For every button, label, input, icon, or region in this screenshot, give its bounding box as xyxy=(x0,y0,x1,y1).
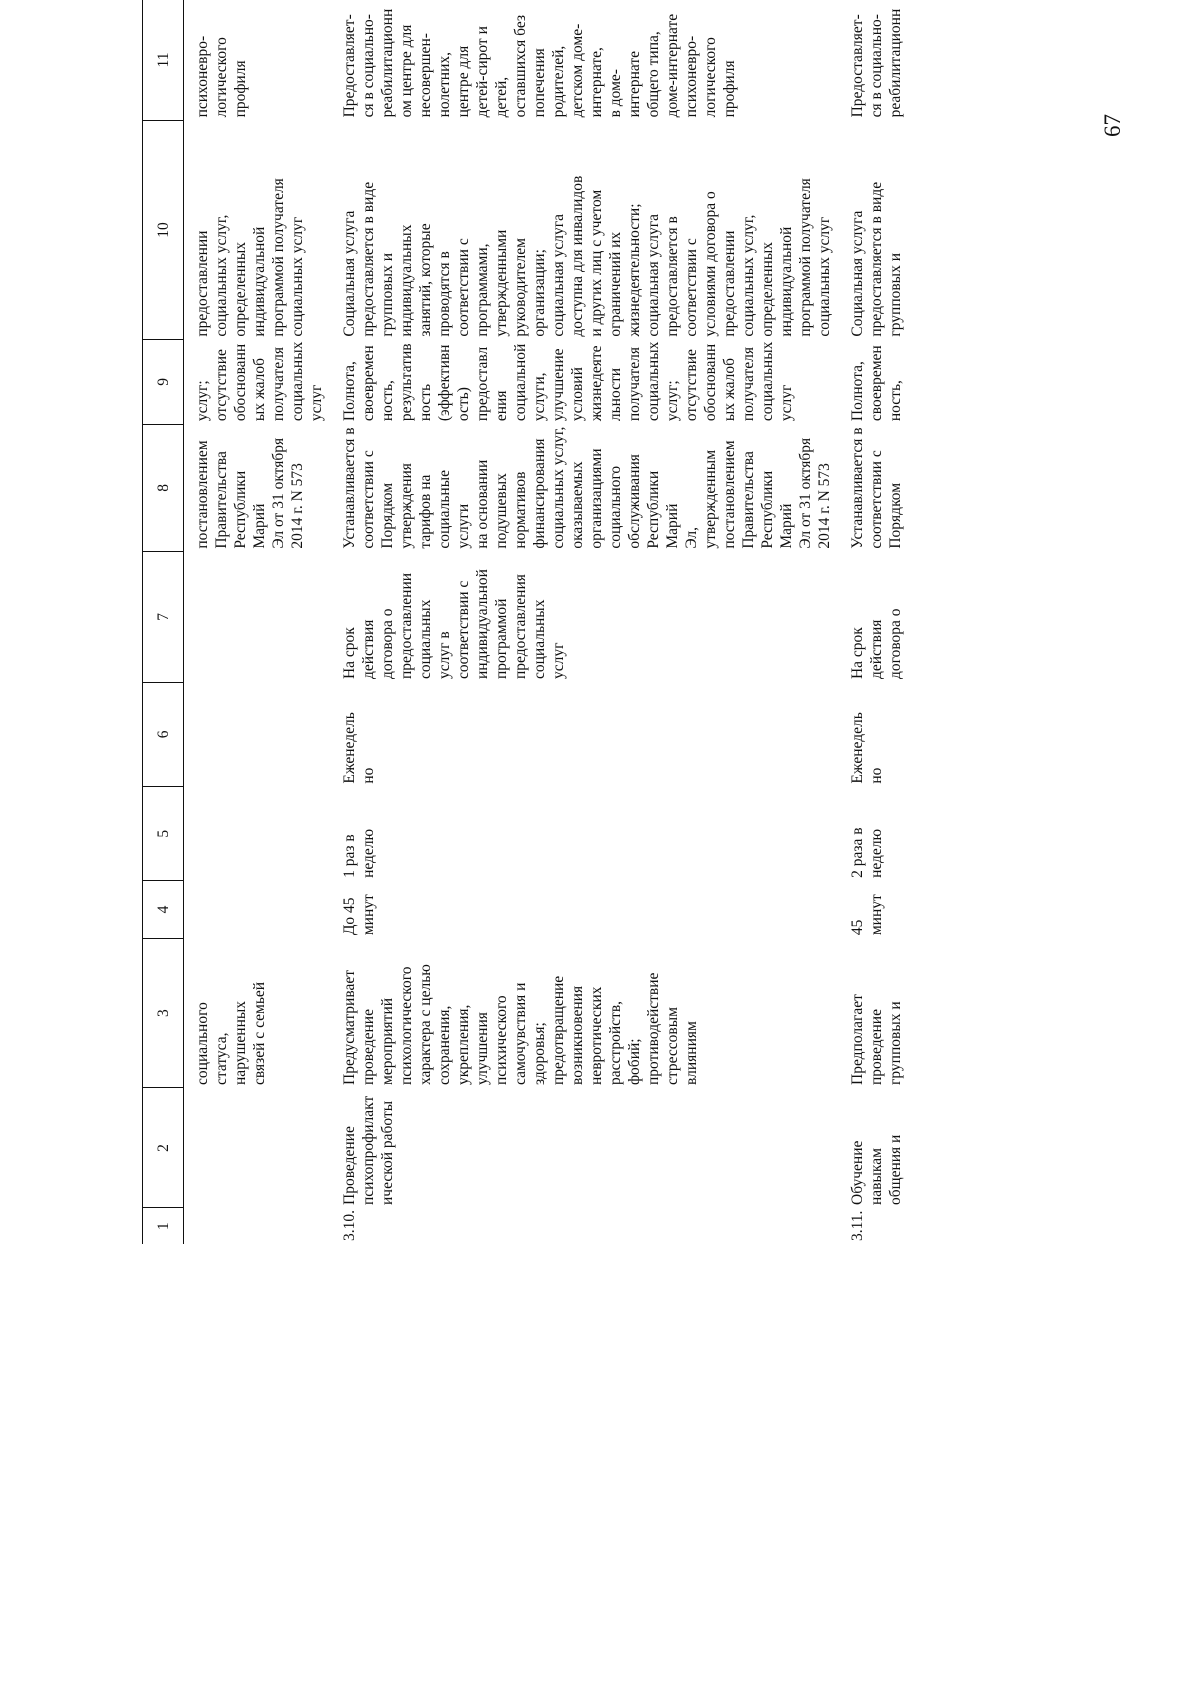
cell-service-name: Проведение психопрофилакт ической работы xyxy=(341,1095,396,1205)
cell-periodicity: Еженедель но xyxy=(341,712,377,784)
page-number: 67 xyxy=(1100,114,1125,137)
cell-number: 3.11. xyxy=(849,1210,866,1241)
header-cell-9: 9 xyxy=(143,340,184,425)
cell-number: 3.10. xyxy=(341,1210,358,1241)
cell-tariff: постановлением Правительства Республики Марий Эл от 31 октября 2014 г. N 573 xyxy=(194,437,306,549)
header-cell-11: 11 xyxy=(143,0,184,120)
header-cell-10: 10 xyxy=(143,120,184,339)
cell-term: На срок действия договора о предоставлении социальных услуг в соответствии с индивидуальной программой предоставления социальных услуг xyxy=(341,569,567,680)
header-row xyxy=(143,0,184,1244)
table-row xyxy=(332,0,840,1244)
cell-number xyxy=(184,1208,333,1244)
cell-term xyxy=(184,552,333,682)
cell-frequency: 1 раз в неделю xyxy=(341,828,377,878)
cell-periodicity: Еженедель но xyxy=(849,712,885,784)
cell-periodicity xyxy=(184,682,333,787)
cell-description: Предполагает проведение групповых и xyxy=(849,994,904,1085)
header-cell-1: 1 xyxy=(143,1208,184,1244)
header-cell-7: 7 xyxy=(143,552,184,682)
cell-tariff: Устанавливается в соответствии с Порядком утверждения тарифов на социальные услуги на основании подушевых нормативов финансирования социальных услуг, оказываемых организациями социального обслуживания Республики Марий Эл, утвержденным постановлением Правительства Республики Марий Эл от 31 октября 2014 г. N 573 xyxy=(341,426,833,549)
table-row xyxy=(184,0,333,1244)
cell-service-name xyxy=(184,1088,333,1208)
cell-provider: психоневро- логического профиля xyxy=(194,35,249,118)
header-cell-4: 4 xyxy=(143,881,184,938)
cell-duration: До 45 минут xyxy=(341,894,377,936)
cell-duration: 45 минут xyxy=(849,894,885,936)
header-cell-5: 5 xyxy=(143,787,184,881)
cell-service-name: Обучение навыкам общения и xyxy=(849,1134,904,1205)
header-cell-8: 8 xyxy=(143,424,184,552)
cell-provider: Предоставляет- ся в социально- реабилитационн xyxy=(849,8,904,118)
header-cell-2: 2 xyxy=(143,1088,184,1208)
cell-quality: услуг; отсутствие обоснованн ых жалоб получателя социальных услуг xyxy=(194,341,325,422)
cell-provider: Предоставляет- ся в социально- реабилитационн ом центре для несовершен- нолетних, центре для детей-сирот и детей, оставшихся без попечения родителей, детском доме- интернате, в доме- интернате общего типа, доме-интернате психоневро- логического профиля xyxy=(341,8,738,118)
cell-term: На срок действия договора о xyxy=(849,608,904,680)
header-cell-6: 6 xyxy=(143,682,184,787)
header-cell-3: 3 xyxy=(143,938,184,1088)
services-table xyxy=(142,0,914,1244)
cell-frequency: 2 раза в неделю xyxy=(849,827,885,878)
table-row xyxy=(840,0,914,1244)
cell-description: социального статуса, нарушенных связей с семьей xyxy=(194,981,268,1085)
cell-conditions: Социальная услуга предоставляется в виде групповых и xyxy=(849,181,904,337)
cell-quality: Полнота, своевремен ность, xyxy=(849,345,904,422)
cell-frequency xyxy=(184,787,333,881)
cell-conditions: предоставлении социальных услуг, определенных индивидуальной программой получателя социальных услуг xyxy=(194,178,306,337)
cell-tariff: Устанавливается в соответствии с Порядком xyxy=(849,427,904,549)
cell-description: Предусматривает проведение мероприятий психологического характера с целью сохранения, укрепления, улучшения психического самочувствия и здоровья; предотвращение возникновения невротических расстройств, фобий; противодействие стрессовым влияниям xyxy=(341,964,700,1085)
cell-duration xyxy=(184,881,333,938)
cell-quality: Полнота, своевремен ность, результатив ность (эффективн ость) предоставл ения социальной услуги, улучшение условий жизнедеяте льности получателя социальных услуг; отсутствие обоснованн ых жалоб получателя социальных услуг xyxy=(341,341,795,422)
cell-conditions: Социальная услуга предоставляется в виде групповых и индивидуальных занятий, которые проводятся в соответствии с программами, утвержденными руководителем организации; социальная услуга доступна для инвалидов и других лиц с учетом ограничений их жизнедеятельности; социальная услуга предоставляется в соответствии с условиями договора о предоставлении социальных услуг, определенных индивидуальной программой получателя социальных услуг xyxy=(341,175,833,337)
